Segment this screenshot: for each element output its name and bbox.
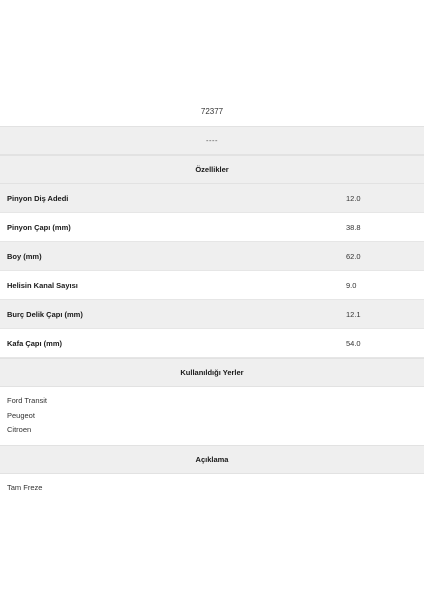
usage-item: Citroen <box>7 425 32 434</box>
spec-row <box>0 329 424 358</box>
spec-row <box>0 184 424 213</box>
spec-value: 62.0 <box>346 251 361 261</box>
spec-label: Burç Delik Çapı (mm) <box>7 309 83 319</box>
placeholder-dashes-bar <box>0 126 424 155</box>
spec-row <box>0 300 424 329</box>
spec-value: 54.0 <box>346 338 361 348</box>
spec-value: 12.1 <box>346 309 361 319</box>
placeholder-dashes: ---- <box>206 136 218 145</box>
spec-row <box>0 242 424 271</box>
usage-section-header <box>0 358 424 387</box>
description-text: Tam Freze <box>7 483 43 492</box>
usage-item: Peugeot <box>7 410 35 420</box>
spec-label: Helisin Kanal Sayısı <box>7 280 78 290</box>
specs-table <box>0 184 424 358</box>
spec-label: Kafa Çapı (mm) <box>7 338 63 348</box>
spec-value: 9.0 <box>346 280 357 290</box>
spec-value: 12.0 <box>346 193 361 203</box>
usage-item: Ford Transit <box>7 396 48 405</box>
spec-row <box>0 213 424 242</box>
spec-row <box>0 271 424 300</box>
description-section-header <box>0 445 424 474</box>
usage-section-title: Kullanıldığı Yerler <box>180 368 244 377</box>
spec-value: 38.8 <box>346 222 361 232</box>
spec-label: Pinyon Diş Adedi <box>7 193 69 203</box>
spec-label: Boy (mm) <box>7 251 42 261</box>
spec-label: Pinyon Çapı (mm) <box>7 222 71 232</box>
usage-list <box>7 394 47 438</box>
description-section-title: Açıklama <box>195 455 229 464</box>
product-code: 72377 <box>200 107 224 116</box>
specs-section-header <box>0 155 424 184</box>
specs-section-title: Özellikler <box>195 165 229 174</box>
